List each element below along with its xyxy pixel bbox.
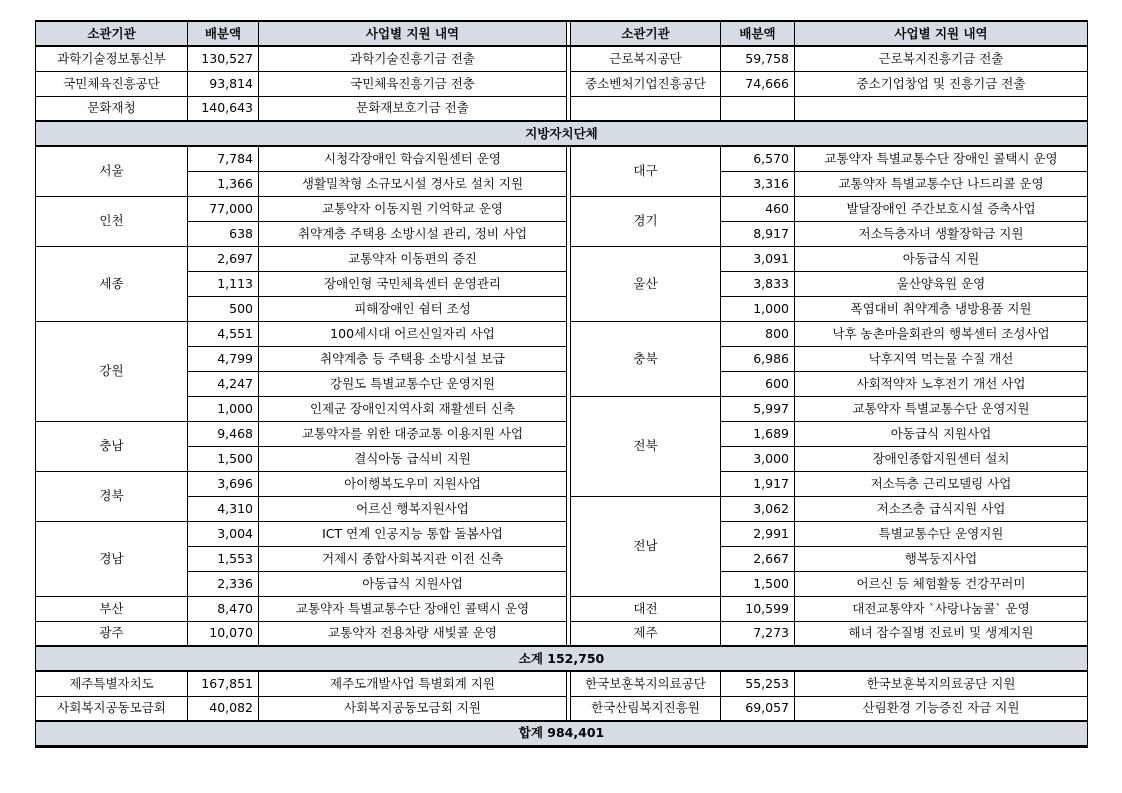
column-gap <box>567 346 571 371</box>
table-row <box>36 221 1088 246</box>
region-cell: 인천 <box>36 196 188 246</box>
agency-cell: 한국산림복지진흥원 <box>571 696 721 721</box>
amount-cell: 7,273 <box>721 621 795 646</box>
detail-cell: 과학기술진흥기금 전출 <box>259 46 567 71</box>
amount-cell: 167,851 <box>188 671 259 696</box>
amount-cell: 93,814 <box>188 71 259 96</box>
amount-cell: 3,091 <box>721 246 795 271</box>
table-row <box>36 671 1088 696</box>
header-detail: 사업별 지원 내역 <box>795 21 1088 46</box>
region-cell: 경북 <box>36 471 188 521</box>
local-government-band <box>36 121 1088 146</box>
amount-cell: 4,310 <box>188 496 259 521</box>
table-row <box>36 171 1088 196</box>
detail-cell: 100세시대 어르신일자리 사업 <box>259 321 567 346</box>
table-row <box>36 696 1088 721</box>
detail-cell: ICT 연계 인공지능 통합 돌봄사업 <box>259 521 567 546</box>
detail-cell: 거제시 종합사회복지관 이전 신축 <box>259 546 567 571</box>
detail-cell: 인제군 장애인지역사회 재활센터 신축 <box>259 396 567 421</box>
column-gap <box>567 296 571 321</box>
region-cell: 경남 <box>36 521 188 596</box>
amount-cell: 140,643 <box>188 96 259 121</box>
detail-cell: 저소즈층 급식지원 사업 <box>795 496 1088 521</box>
table-row <box>36 621 1088 646</box>
table-row <box>36 96 1088 121</box>
amount-cell: 1,113 <box>188 271 259 296</box>
table-row <box>36 246 1088 271</box>
table-row <box>36 371 1088 396</box>
table-row <box>36 46 1088 71</box>
detail-cell: 시청각장애인 학습지원센터 운영 <box>259 146 567 171</box>
detail-cell: 교통약자 특별교통수단 장애인 콜택시 운영 <box>259 596 567 621</box>
detail-cell: 문화재보호기금 전출 <box>259 96 567 121</box>
total-label: 합계 984,401 <box>36 721 1088 746</box>
detail-cell: 울산양육원 운영 <box>795 271 1088 296</box>
region-cell: 전남 <box>571 496 721 596</box>
column-gap <box>567 271 571 296</box>
amount-cell: 1,000 <box>188 396 259 421</box>
detail-cell: 취약계층 주택용 소방시설 관리, 정비 사업 <box>259 221 567 246</box>
agency-cell: 국민체육진흥공단 <box>36 71 188 96</box>
column-gap <box>567 171 571 196</box>
amount-cell: 3,004 <box>188 521 259 546</box>
amount-cell: 638 <box>188 221 259 246</box>
detail-cell: 낙후지역 먹는물 수질 개선 <box>795 346 1088 371</box>
agency-cell <box>571 96 721 121</box>
detail-cell: 교통약자 이동지원 기억학교 운영 <box>259 196 567 221</box>
amount-cell: 2,667 <box>721 546 795 571</box>
region-cell: 경기 <box>571 196 721 246</box>
amount-cell: 1,500 <box>188 446 259 471</box>
detail-cell: 아이행복도우미 지원사업 <box>259 471 567 496</box>
amount-cell: 8,470 <box>188 596 259 621</box>
table-row <box>36 546 1088 571</box>
amount-cell: 10,599 <box>721 596 795 621</box>
detail-cell: 교통약자 특별교통수단 나드리콜 운영 <box>795 171 1088 196</box>
detail-cell: 강원도 특별교통수단 운영지원 <box>259 371 567 396</box>
detail-cell <box>795 96 1088 121</box>
column-gap <box>567 446 571 471</box>
amount-cell: 40,082 <box>188 696 259 721</box>
header-agency: 소관기관 <box>36 21 188 46</box>
region-cell: 제주 <box>571 621 721 646</box>
allocation-table-wrapper <box>35 20 1087 748</box>
table-row <box>36 521 1088 546</box>
region-cell: 부산 <box>36 596 188 621</box>
amount-cell: 2,697 <box>188 246 259 271</box>
amount-cell: 3,696 <box>188 471 259 496</box>
detail-cell: 사회복지공동모금회 지원 <box>259 696 567 721</box>
detail-cell: 특별교통수단 운영지원 <box>795 521 1088 546</box>
table-row <box>36 71 1088 96</box>
table-row <box>36 146 1088 171</box>
table-row <box>36 571 1088 596</box>
amount-cell: 2,336 <box>188 571 259 596</box>
region-cell: 광주 <box>36 621 188 646</box>
table-row <box>36 421 1088 446</box>
detail-cell: 발달장애인 주간보호시설 증축사업 <box>795 196 1088 221</box>
detail-cell: 국민체육진흥기금 전충 <box>259 71 567 96</box>
allocation-table <box>35 20 1088 748</box>
amount-cell <box>721 96 795 121</box>
amount-cell: 1,000 <box>721 296 795 321</box>
column-gap <box>567 221 571 246</box>
detail-cell: 장애인형 국민체육센터 운영관리 <box>259 271 567 296</box>
table-row <box>36 296 1088 321</box>
agency-cell: 한국보훈복지의료공단 <box>571 671 721 696</box>
amount-cell: 4,551 <box>188 321 259 346</box>
amount-cell: 3,062 <box>721 496 795 521</box>
detail-cell: 어르신 등 체험활동 건강꾸러미 <box>795 571 1088 596</box>
detail-cell: 행복둥지사업 <box>795 546 1088 571</box>
region-cell: 대전 <box>571 596 721 621</box>
detail-cell: 취약계층 등 주택용 소방시설 보급 <box>259 346 567 371</box>
amount-cell: 3,316 <box>721 171 795 196</box>
detail-cell: 피해장애인 쉼터 조성 <box>259 296 567 321</box>
amount-cell: 1,689 <box>721 421 795 446</box>
detail-cell: 교통약자 이동편의 증진 <box>259 246 567 271</box>
amount-cell: 55,253 <box>721 671 795 696</box>
table-row <box>36 496 1088 521</box>
column-gap <box>567 371 571 396</box>
detail-cell: 한국보훈복지의료공단 지원 <box>795 671 1088 696</box>
amount-cell: 7,784 <box>188 146 259 171</box>
detail-cell: 교통약자 특별교통수단 장애인 콜택시 운영 <box>795 146 1088 171</box>
detail-cell: 저소득층자녀 생활장학금 지원 <box>795 221 1088 246</box>
amount-cell: 1,366 <box>188 171 259 196</box>
amount-cell: 10,070 <box>188 621 259 646</box>
table-row <box>36 446 1088 471</box>
header-amount: 배분액 <box>188 21 259 46</box>
agency-cell: 과학기술정보통신부 <box>36 46 188 71</box>
table-row <box>36 596 1088 621</box>
column-gap <box>567 471 571 496</box>
detail-cell: 낙후 농촌마을회관의 행복센터 조성사업 <box>795 321 1088 346</box>
region-cell: 전북 <box>571 396 721 496</box>
amount-cell: 5,997 <box>721 396 795 421</box>
amount-cell: 130,527 <box>188 46 259 71</box>
agency-cell: 중소벤처기업진흥공단 <box>571 71 721 96</box>
table-row <box>36 346 1088 371</box>
region-cell: 강원 <box>36 321 188 421</box>
table-row <box>36 271 1088 296</box>
column-gap <box>567 571 571 596</box>
subtotal-label: 소계 152,750 <box>36 646 1088 671</box>
column-gap <box>567 546 571 571</box>
column-gap <box>567 521 571 546</box>
amount-cell: 1,553 <box>188 546 259 571</box>
detail-cell: 아동급식 지원사업 <box>259 571 567 596</box>
region-cell: 세종 <box>36 246 188 321</box>
amount-cell: 3,000 <box>721 446 795 471</box>
amount-cell: 77,000 <box>188 196 259 221</box>
detail-cell: 생활밀착형 소규모시설 경사로 설치 지원 <box>259 171 567 196</box>
detail-cell: 산림환경 기능증진 자금 지원 <box>795 696 1088 721</box>
table-row <box>36 396 1088 421</box>
amount-cell: 2,991 <box>721 521 795 546</box>
header-row <box>36 21 1088 46</box>
amount-cell: 9,468 <box>188 421 259 446</box>
detail-cell: 중소기업창업 및 진흥기금 전출 <box>795 71 1088 96</box>
column-gap <box>567 421 571 446</box>
detail-cell: 저소득층 근리모델링 사업 <box>795 471 1088 496</box>
table-row <box>36 321 1088 346</box>
agency-cell: 문화재청 <box>36 96 188 121</box>
header-amount: 배분액 <box>721 21 795 46</box>
subtotal-row <box>36 646 1088 671</box>
detail-cell: 교통약자 특별교통수단 운영지원 <box>795 396 1088 421</box>
amount-cell: 74,666 <box>721 71 795 96</box>
header-detail: 사업별 지원 내역 <box>259 21 567 46</box>
detail-cell: 결식아동 급식비 지원 <box>259 446 567 471</box>
detail-cell: 교통약자를 위한 대중교통 이용지원 사업 <box>259 421 567 446</box>
detail-cell: 폭염대비 취약계층 냉방용품 지원 <box>795 296 1088 321</box>
region-cell: 충북 <box>571 321 721 396</box>
amount-cell: 6,570 <box>721 146 795 171</box>
region-cell: 대구 <box>571 146 721 196</box>
amount-cell: 500 <box>188 296 259 321</box>
agency-cell: 제주특별자치도 <box>36 671 188 696</box>
amount-cell: 800 <box>721 321 795 346</box>
total-row <box>36 721 1088 746</box>
detail-cell: 아동급식 지원 <box>795 246 1088 271</box>
amount-cell: 600 <box>721 371 795 396</box>
amount-cell: 1,500 <box>721 571 795 596</box>
amount-cell: 4,247 <box>188 371 259 396</box>
detail-cell: 제주도개발사업 특별회계 지원 <box>259 671 567 696</box>
amount-cell: 69,057 <box>721 696 795 721</box>
agency-cell: 사회복지공동모금회 <box>36 696 188 721</box>
detail-cell: 교통약자 전용차량 새빛콜 운영 <box>259 621 567 646</box>
amount-cell: 4,799 <box>188 346 259 371</box>
detail-cell: 해녀 잠수질병 진료비 및 생계지원 <box>795 621 1088 646</box>
section-title: 지방자치단체 <box>36 121 1088 146</box>
region-cell: 충남 <box>36 421 188 471</box>
agency-cell: 근로복지공단 <box>571 46 721 71</box>
detail-cell: 어르신 행복지원사업 <box>259 496 567 521</box>
amount-cell: 6,986 <box>721 346 795 371</box>
amount-cell: 59,758 <box>721 46 795 71</box>
amount-cell: 8,917 <box>721 221 795 246</box>
region-cell: 서울 <box>36 146 188 196</box>
detail-cell: 아동급식 지원사업 <box>795 421 1088 446</box>
region-cell: 울산 <box>571 246 721 321</box>
detail-cell: 사회적약자 노후전기 개선 사업 <box>795 371 1088 396</box>
amount-cell: 1,917 <box>721 471 795 496</box>
detail-cell: 근로복지진흥기금 전출 <box>795 46 1088 71</box>
amount-cell: 460 <box>721 196 795 221</box>
table-row <box>36 196 1088 221</box>
table-row <box>36 471 1088 496</box>
detail-cell: 장애인종합지원센터 설치 <box>795 446 1088 471</box>
amount-cell: 3,833 <box>721 271 795 296</box>
detail-cell: 대전교통약자 `사랑나눔콜` 운영 <box>795 596 1088 621</box>
header-agency: 소관기관 <box>571 21 721 46</box>
